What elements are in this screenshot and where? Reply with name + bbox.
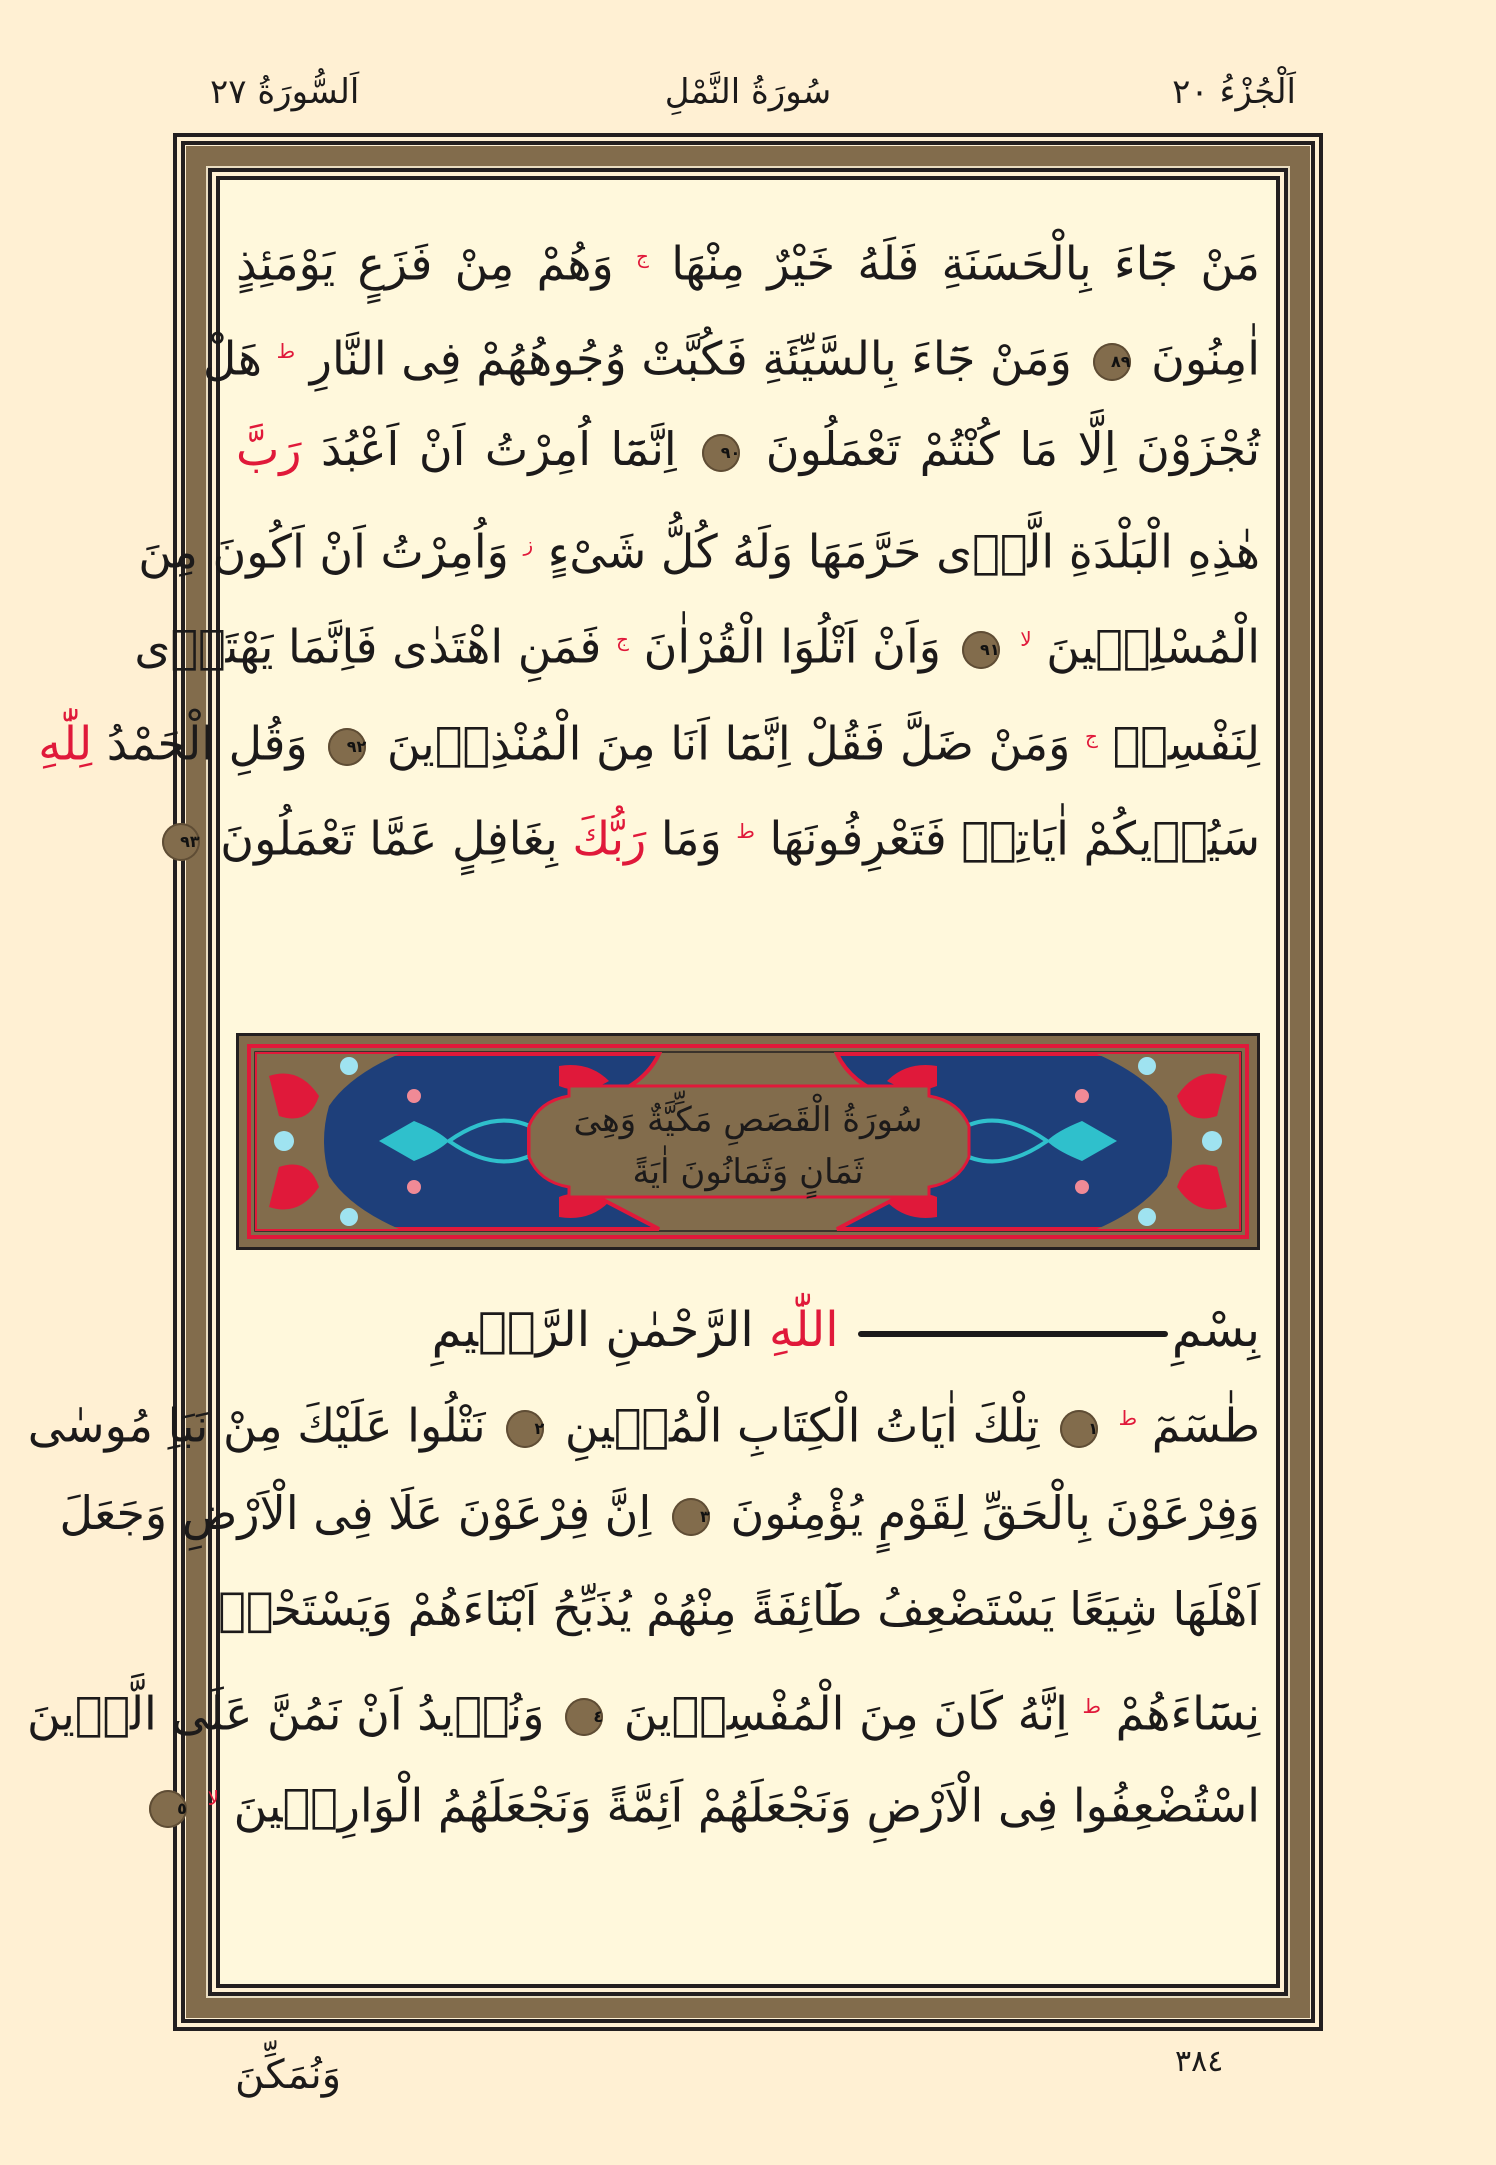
- waqf-sign: ط: [1082, 1694, 1102, 1718]
- verse-line: [134, 593, 1260, 685]
- surah-header-line2: ثَمَانٍ وَثَمَانُونَ اٰيَةً: [632, 1152, 864, 1192]
- verse-text: بِغَافِلٍ عَمَّا تَعْمَلُونَ: [220, 811, 558, 866]
- verse-text: وَاُمِرْتُ اَنْ اَكُونَ مِنَ: [138, 524, 509, 579]
- verse-text: طٰسٓمٓ: [1151, 1398, 1260, 1453]
- verse-text: تُجْزَوْنَ اِلَّا مَا كُنْتُمْ تَعْمَلُونَ: [765, 422, 1261, 476]
- verse-line: [218, 1563, 1260, 1655]
- surah-header-line1: سُورَةُ الْقَصَصِ مَكِّيَّةٌ وَهِىَ: [573, 1100, 923, 1140]
- page-title: سُورَةُ النَّمْلِ: [664, 72, 832, 112]
- verse-text: الْمُسْلِمٖينَ: [1046, 619, 1260, 674]
- verse-text: فَمَنِ اهْتَدٰى فَاِنَّمَا يَهْتَدٖى: [134, 619, 602, 674]
- verse-line: [59, 1467, 1260, 1559]
- verse-line: [202, 305, 1260, 397]
- verse-text: نِسَٓاءَهُمْ: [1115, 1686, 1260, 1741]
- waqf-sign: ج: [1085, 724, 1098, 748]
- waqf-sign: لا: [207, 1786, 219, 1810]
- waqf-sign: ج: [616, 627, 629, 651]
- verse-text: وَقُلِ الْحَمْدُ: [92, 716, 308, 771]
- verse-line: [177, 1752, 1260, 1844]
- catchword: وَنُمَكِّنَ: [235, 2052, 342, 2098]
- juz-label: اَلْجُزْءُ ٢٠: [1172, 72, 1296, 112]
- ayah-marker-icon: ٢: [506, 1410, 544, 1448]
- surah-number-label: اَلسُّورَةُ ٢٧: [210, 72, 360, 112]
- divine-name-text: رَبَّ: [236, 422, 302, 476]
- divine-name-text: رَبُّكَ: [572, 811, 647, 866]
- verse-line: [26, 1660, 1260, 1752]
- verse-line: [180, 785, 1260, 877]
- bismillah-rest: الرَّحْمٰنِ الرَّحٖيمِ: [431, 1302, 754, 1358]
- verse-text: وَنُرٖيدُ اَنْ نَمُنَّ عَلَى الَّذٖينَ: [26, 1686, 545, 1741]
- surah-header-ornament: [236, 1033, 1260, 1250]
- ayah-marker-icon: ٣: [672, 1498, 710, 1536]
- verse-text: مَنْ جَٓاءَ بِالْحَسَنَةِ فَلَهُ خَيْرٌ مِنْهَا: [671, 236, 1260, 291]
- verse-text: وَمَنْ جَٓاءَ بِالسَّيِّئَةِ فَكُبَّتْ وُجُوهُهُمْ فِى النَّارِ: [309, 331, 1072, 386]
- ayah-marker-icon: ٤: [565, 1698, 603, 1736]
- verse-text: سَيُرٖيكُمْ اٰيَاتِهٖ فَتَعْرِفُونَهَا: [769, 811, 1260, 866]
- ayah-marker-icon: ٩٣: [162, 823, 200, 861]
- verse-text: اِنَّهُ كَانَ مِنَ الْمُفْسِدٖينَ: [623, 1686, 1068, 1741]
- waqf-sign: ط: [736, 819, 755, 843]
- surah-header-text: [539, 1094, 957, 1198]
- verse-text: اسْتُضْعِفُوا فِى الْاَرْضِ وَنَجْعَلَهُمْ اَئِمَّةً وَنَجْعَلَهُمُ الْوَارِثٖينَ: [233, 1778, 1260, 1833]
- waqf-sign: ج: [636, 244, 649, 268]
- verse-text: هَلْ: [202, 331, 262, 386]
- verse-text: هٰذِهِ الْبَلْدَةِ الَّذٖى حَرَّمَهَا وَلَهُ كُلُّ شَىْءٍ: [547, 524, 1260, 579]
- verse-text: وَفِرْعَوْنَ بِالْحَقِّ لِقَوْمٍ يُؤْمِنُونَ: [730, 1486, 1260, 1540]
- ayah-marker-icon: ٩٢: [328, 728, 366, 766]
- ayah-marker-icon: ١: [1060, 1410, 1098, 1448]
- page-number: ٣٨٤: [1175, 2044, 1224, 2079]
- verse-line: [236, 403, 1260, 495]
- verse-text: لِنَفْسِهٖ: [1112, 716, 1260, 771]
- verse-text: وَهُمْ مِنْ فَزَعٍ يَوْمَئِذٍ: [236, 236, 614, 291]
- waqf-sign: ط: [276, 339, 296, 363]
- ayah-marker-icon: ٩١: [962, 631, 1000, 669]
- ayah-marker-icon: ٥: [149, 1790, 187, 1828]
- bismillah-allah: اللّٰهِ: [769, 1302, 839, 1358]
- verse-text: نَتْلُوا عَلَيْكَ مِنْ نَبَاِ مُوسٰى: [27, 1398, 486, 1453]
- verse-line: [38, 690, 1260, 782]
- verse-line: [27, 1372, 1260, 1464]
- verse-text: اٰمِنُونَ: [1151, 331, 1260, 386]
- waqf-sign: ز: [523, 532, 534, 556]
- verse-text: اِنَّ فِرْعَوْنَ عَلَا فِى الْاَرْضِ وَجَعَلَ: [59, 1486, 652, 1540]
- verse-line: [138, 498, 1260, 590]
- ayah-marker-icon: ٩٠: [702, 434, 740, 472]
- verse-text: وَاَنْ اَتْلُوَا الْقُرْاٰنَ: [643, 619, 941, 674]
- verse-text: اِنَّمَٓا اُمِرْتُ اَنْ اَعْبُدَ: [301, 422, 677, 476]
- waqf-sign: لا: [1020, 627, 1032, 651]
- verse-line: [236, 210, 1260, 302]
- ayah-marker-icon: ٨٩: [1093, 343, 1131, 381]
- divine-name-text: لِلّٰهِ: [38, 716, 93, 771]
- bismillah-bism: بِسْمِ: [1171, 1302, 1260, 1358]
- verse-text: تِلْكَ اٰيَاتُ الْكِتَابِ الْمُبٖينِ: [564, 1398, 1040, 1453]
- waqf-sign: ط: [1118, 1406, 1138, 1430]
- verse-text: وَمَنْ ضَلَّ فَقُلْ اِنَّمَٓا اَنَا مِنَ الْمُنْذِرٖينَ: [386, 716, 1071, 771]
- verse-text: وَمَا: [646, 811, 722, 866]
- bismillah-kashida: [858, 1331, 1168, 1337]
- verse-text: اَهْلَهَا شِيَعًا يَسْتَضْعِفُ طَٓائِفَةً مِنْهُمْ يُذَبِّحُ اَبْنَٓاءَهُمْ وَيَسْتَحْيٖ: [218, 1582, 1260, 1636]
- bismillah: [236, 1280, 1260, 1380]
